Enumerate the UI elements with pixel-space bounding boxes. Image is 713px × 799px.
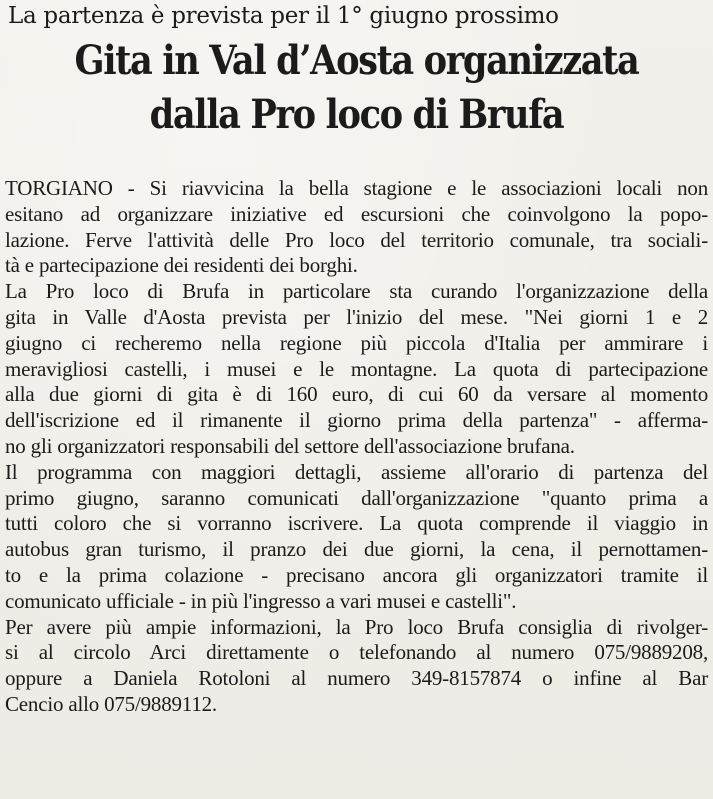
body-line: Cencio allo 075/9889112. <box>5 691 217 716</box>
body-line: tutti coloro che si vorranno iscrivere. La quota comprende il viaggio in <box>5 511 708 536</box>
body-line: La Pro loco di Brufa in particolare sta curando l'organizzazione della <box>5 279 708 304</box>
article-body <box>5 176 708 718</box>
body-line: no gli organizzatori responsabili del settore dell'associazione brufana. <box>5 433 575 458</box>
article-kicker: La partenza è prevista per il 1° giugno prossimo <box>8 3 559 29</box>
body-line: gita in Valle d'Aosta prevista per l'inizio del mese. "Nei giorni 1 e 2 <box>5 304 708 329</box>
body-line: Per avere più ampie informazioni, la Pro loco Brufa consiglia di rivolger- <box>5 614 708 639</box>
body-line: oppure a Daniela Rotoloni al numero 349-8157874 o infine al Bar <box>5 666 708 691</box>
body-line: esitano ad organizzare iniziative ed escursioni che coinvolgono la popo- <box>5 201 708 226</box>
body-line: lazione. Ferve l'attività delle Pro loco del territorio comunale, tra sociali- <box>5 227 708 252</box>
body-line: giugno ci recheremo nella regione più piccola d'Italia per ammirare i <box>5 330 708 355</box>
body-line: to e la prima colazione - precisano ancora gli organizzatori tramite il <box>5 562 708 587</box>
body-line: tà e partecipazione dei residenti dei borghi. <box>5 253 358 278</box>
body-line: alla due giorni di gita è di 160 euro, di cui 60 da versare al momento <box>5 382 708 407</box>
body-line: primo giugno, saranno comunicati dall'organizzazione "quanto prima a <box>5 485 708 510</box>
headline-line: dalla Pro loco di Brufa <box>149 91 564 138</box>
body-line: autobus gran turismo, il pranzo dei due giorni, la cena, il pernottamen- <box>5 537 708 562</box>
body-line: comunicato ufficiale - in più l'ingresso a vari musei e castelli". <box>5 588 517 613</box>
body-line: dell'iscrizione ed il rimanente il giorno prima della partenza" - afferma- <box>5 408 708 433</box>
article-headline <box>43 34 670 142</box>
headline-line: Gita in Val d’Aosta organizzata <box>74 37 639 84</box>
body-line: TORGIANO - Si riavvicina la bella stagione e le associazioni locali non <box>5 176 708 200</box>
body-line: si al circolo Arci direttamente o telefonando al numero 075/9889208, <box>5 640 708 665</box>
body-line: Il programma con maggiori dettagli, assieme all'orario di partenza del <box>5 459 708 484</box>
body-line: meravigliosi castelli, i musei e le montagne. La quota di partecipazione <box>5 356 708 381</box>
